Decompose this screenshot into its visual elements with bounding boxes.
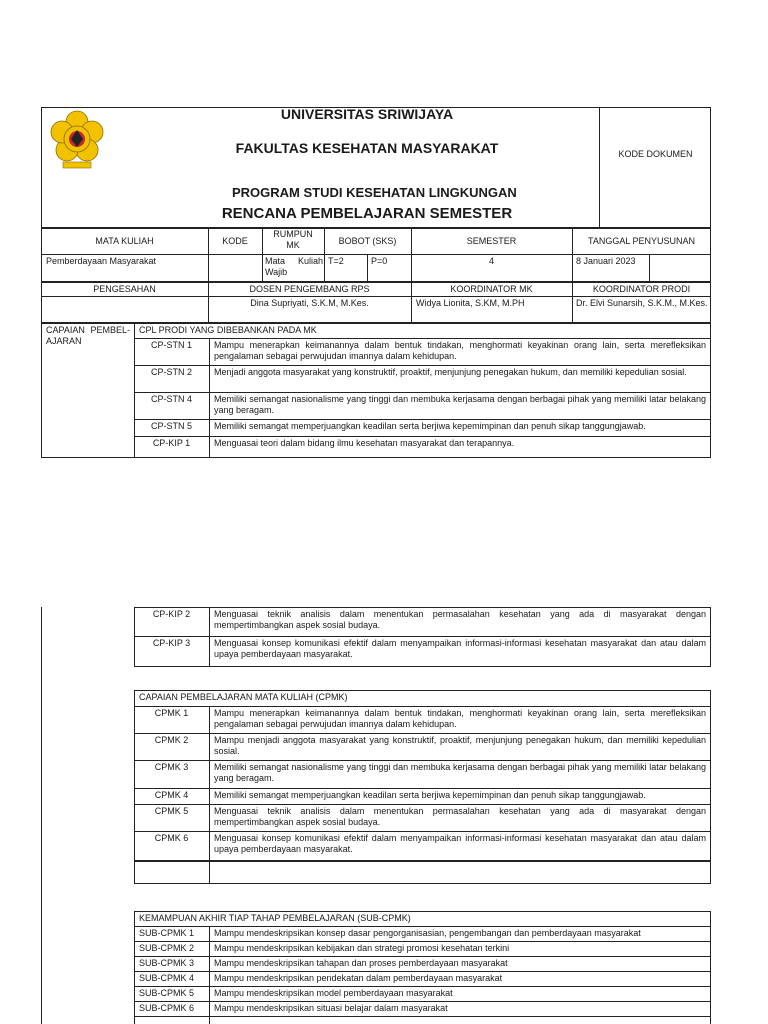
- empty-row: [134, 861, 711, 884]
- cpl-row-text: Menguasai teori dalam bidang ilmu kesehatan masyarakat dan terapannya.: [214, 438, 515, 448]
- pengesahan-label: PENGESAHAN: [93, 284, 156, 294]
- header-kode: KODE: [222, 236, 248, 246]
- cpmk-row-text: Menguasai teknik analisis dalam menentukan permasalahan kesehatan yang ada di masyarakat dengan mempertimbangkan aspek sosial budaya.: [214, 806, 706, 827]
- header-bobot: BOBOT (SKS): [338, 236, 397, 246]
- cpl-row-row-divider: [134, 365, 711, 366]
- value-rumpun: Mata Kuliah Wajib: [265, 256, 323, 277]
- value-semester: 4: [488, 256, 494, 266]
- cpl-row-text: Menguasai teknik analisis dalam menentukan permasalahan kesehatan yang ada di masyarakat dengan mempertimbangkan aspek sosial budaya.: [214, 609, 706, 630]
- subcpmk-row-row-divider: [134, 1016, 711, 1017]
- dosen-label: DOSEN PENGEMBANG RPS: [249, 284, 370, 294]
- document-title: RENCANA PEMBELAJARAN SEMESTER: [221, 205, 513, 222]
- capaian-label: CAPAIAN PEMBEL-AJARAN: [46, 325, 130, 346]
- cpmk-row-text: Mampu menerapkan keimanannya dalam bentuk tindakan, menghormati keyakinan orang lain, serta merefleksikan pengalaman sebagai perwujudan imannya dalam kehidupan.: [214, 708, 706, 729]
- cpl-row-text: Memiliki semangat memperjuangkan keadilan serta berjiwa kepemimpinan dan penuh sikap tanggungjawab.: [214, 421, 646, 431]
- header-rumpun: RUMPUN MK: [273, 229, 313, 250]
- cpl-row-code: CP-KIP 3: [152, 638, 191, 648]
- subcpmk-row-row-divider: [134, 1001, 711, 1002]
- header-tanggal: TANGGAL PENYUSUNAN: [587, 236, 696, 246]
- cpmk-row-text: Mampu menjadi anggota masyarakat yang konstruktif, proaktif, menjunjung penegakan hukum, dan memiliki kepedulian sosial.: [214, 735, 706, 756]
- cpl-row-code: CP-STN 5: [150, 421, 192, 431]
- cpl-row-code: CP-STN 2: [150, 367, 192, 377]
- cpl-row-row-divider: [134, 636, 711, 637]
- cpl-row-text: Mampu menerapkan keimanannya dalam bentuk tindakan, menghormati keyakinan orang lain, serta merefleksikan pengalaman sebagai perwujudan imannya dalam kehidupan.: [214, 340, 706, 361]
- cpl-title: CPL PRODI YANG DIBEBANKAN PADA MK: [139, 325, 317, 335]
- cpmk-row-row-divider: [134, 804, 711, 805]
- cpl-row-text: Memiliki semangat nasionalisme yang tinggi dan membuka kerjasama dengan berbagai pihak yang memiliki latar belakang yang beragam.: [214, 394, 706, 415]
- cpmk-row-code: CPMK 4: [154, 790, 189, 800]
- subcpmk-row-code: SUB-CPMK 2: [139, 943, 195, 953]
- koordinator-mk-label: KOORDINATOR MK: [450, 284, 533, 294]
- value-praktik: P=0: [371, 256, 388, 266]
- cpmk-row-row-divider: [134, 760, 711, 761]
- subcpmk-row-text: Mampu mendeskripsikan konsep dasar pengorganisasian, pengembangan dan pemberdayaan masyarakat: [214, 928, 641, 938]
- cpmk-row-row-divider: [134, 788, 711, 789]
- cpmk-row-code: CPMK 3: [154, 762, 189, 772]
- subcpmk-row-code: SUB-CPMK 1: [139, 928, 195, 938]
- cpl-row-row-divider: [134, 419, 711, 420]
- subcpmk-row-row-divider: [134, 941, 711, 942]
- subcpmk-row-text: Mampu mendeskripsikan kebijakan dan strategi promosi kesehatan terkini: [214, 943, 510, 953]
- subcpmk-row-code: SUB-CPMK 5: [139, 988, 195, 998]
- cpl-row-row-divider: [134, 392, 711, 393]
- value-teori: T=2: [328, 256, 344, 266]
- subcpmk-row-row-divider: [134, 956, 711, 957]
- value-tanggal: 8 Januari 2023: [576, 256, 636, 266]
- subcpmk-row-text: Mampu mendeskripsikan pendekatan dalam pemberdayaan masyarakat: [214, 973, 503, 983]
- dosen-name: Dina Supriyati, S.K.M, M.Kes.: [250, 298, 369, 308]
- cpmk-row-code: CPMK 6: [154, 833, 189, 843]
- cpl-row-code: CP-KIP 1: [152, 438, 191, 448]
- cpl-row-text: Menjadi anggota masyarakat yang konstruktif, proaktif, menjunjung penegakan hukum, dan memiliki kepedulian sosial.: [214, 367, 687, 377]
- program-name: PROGRAM STUDI KESEHATAN LINGKUNGAN: [232, 185, 517, 200]
- cpmk-row-text: Memiliki semangat memperjuangkan keadilan serta berjiwa kepemimpinan dan penuh sikap tanggungjawab.: [214, 790, 646, 800]
- subcpmk-row-code: SUB-CPMK 4: [139, 973, 195, 983]
- cpmk-row-code: CPMK 5: [154, 806, 189, 816]
- subcpmk-row-row-divider: [134, 986, 711, 987]
- faculty-name: FAKULTAS KESEHATAN MASYARAKAT: [235, 140, 499, 156]
- koordinator-mk-name: Widya Lionita, S.KM, M.PH: [416, 298, 525, 308]
- page2-left-border: [41, 607, 42, 1024]
- kode-dokumen-label: KODE DOKUMEN: [618, 149, 693, 159]
- university-name: UNIVERSITAS SRIWIJAYA: [280, 106, 454, 122]
- subcpmk-row-text: Mampu mendeskripsikan tahapan dan proses pemberdayaan masyarakat: [214, 958, 508, 968]
- subcpmk-title: KEMAMPUAN AKHIR TIAP TAHAP PEMBELAJARAN (SUB-CPMK): [139, 913, 411, 923]
- cpl-row-text: Menguasai konsep komunikasi efektif dalam menyampaikan informasi-informasi kesehatan masyarakat dan atau dalam upaya pemberdayaan masyarakat.: [214, 638, 706, 659]
- cpl-row-code: CP-STN 4: [150, 394, 192, 404]
- subcpmk-row-row-divider: [134, 971, 711, 972]
- cpmk-row-code: CPMK 2: [154, 735, 189, 745]
- cpmk-row-row-divider: [134, 733, 711, 734]
- subcpmk-row-text: Mampu mendeskripsikan situasi belajar dalam masyarakat: [214, 1003, 448, 1013]
- subcpmk-row-code: SUB-CPMK 6: [139, 1003, 195, 1013]
- subcpmk-row-code: SUB-CPMK 3: [139, 958, 195, 968]
- subcpmk-row-text: Mampu mendeskripsikan model pemberdayaan masyarakat: [214, 988, 453, 998]
- value-mata-kuliah: Pemberdayaan Masyarakat: [46, 256, 157, 266]
- koordinator-prodi-name: Dr. Elvi Sunarsih, S.K.M., M.Kes.: [576, 298, 708, 308]
- header-mata-kuliah: MATA KULIAH: [95, 236, 154, 246]
- university-logo: [49, 110, 105, 172]
- cpmk-row-text: Menguasai konsep komunikasi efektif dalam menyampaikan informasi-informasi kesehatan masyarakat dan atau dalam upaya pemberdayaan masyarakat.: [214, 833, 706, 854]
- cpl-row-code: CP-STN 1: [150, 340, 192, 350]
- cpl-row-row-divider: [134, 436, 711, 437]
- header-semester: SEMESTER: [466, 236, 517, 246]
- cpmk-row-row-divider: [134, 831, 711, 832]
- cpl-row-code: CP-KIP 2: [152, 609, 191, 619]
- header-divider: [599, 107, 600, 228]
- cpmk-title: CAPAIAN PEMBELAJARAN MATA KULIAH (CPMK): [139, 692, 348, 702]
- koordinator-prodi-label: KOORDINATOR PRODI: [592, 284, 691, 294]
- cpmk-row-code: CPMK 1: [154, 708, 189, 718]
- cpmk-row-text: Memiliki semangat nasionalisme yang tinggi dan membuka kerjasama dengan berbagai pihak yang memiliki latar belakang yang beragam.: [214, 762, 706, 783]
